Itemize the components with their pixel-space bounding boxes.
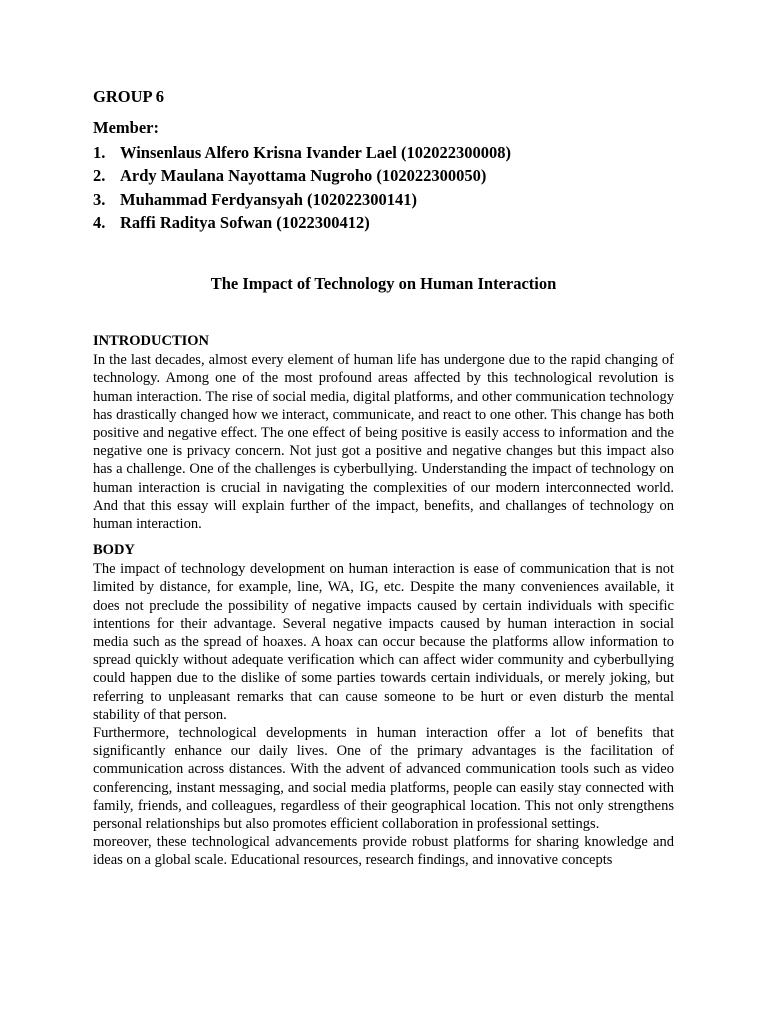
- introduction-heading: INTRODUCTION: [93, 333, 210, 350]
- member-item: [93, 211, 674, 234]
- member-name: Muhammad Ferdyansyah (102022300141): [120, 189, 418, 209]
- member-item: [93, 188, 674, 211]
- essay-title: The Impact of Technology on Human Interaction: [210, 274, 557, 294]
- member-item: [93, 164, 674, 187]
- body-paragraph: moreover, these technological advancements provide robust platforms for sharing knowledge and ideas on a global scale. Educational resources, research findings, and innovative concepts: [93, 834, 674, 869]
- document-page: [93, 86, 674, 870]
- member-list: [93, 141, 674, 234]
- introduction-paragraph: In the last decades, almost every element of human life has undergone due to the rapid changing of technology. Among one of the most profound areas affected by this technological revolution is human interaction. The rise of social media, digital platforms, and other communication technology has drastically changed how we interact, communicate, and react to one other. This change has both positive and negative effect. The one effect of being positive is easily access to information and the negative one is privacy concern. Not just got a positive and negative changes but this impact also has a challenge. One of the challenges is cyberbullying. Understanding the impact of technology on human interaction is crucial in navigating the complexities of our modern interconnected world. And that this essay will explain further of the impact, benefits, and challanges of technology on human interaction.: [93, 352, 674, 533]
- body-heading: BODY: [93, 542, 135, 559]
- member-number: 3.: [93, 189, 106, 209]
- member-name: Ardy Maulana Nayottama Nugroho (102022300050): [120, 166, 487, 186]
- member-number: 1.: [93, 143, 106, 162]
- member-number: 2.: [93, 166, 106, 186]
- member-label: Member:: [93, 118, 159, 137]
- member-item: [93, 141, 674, 164]
- member-number: 4.: [93, 212, 106, 232]
- body-paragraph: Furthermore, technological developments in human interaction offer a lot of benefits that significantly enhance our daily lives. One of the primary advantages is the facilitation of communication across distances. With the advent of advanced communication tools such as video conferencing, instant messaging, and social media platforms, people can easily stay connected with family, friends, and colleagues, regardless of their geographical location. This not only strengthens personal relationships but also promotes efficient collaboration in professional settings.: [93, 725, 674, 833]
- group-title: GROUP 6: [93, 87, 165, 106]
- member-name: Winsenlaus Alfero Krisna Ivander Lael (102022300008): [120, 143, 511, 162]
- body-paragraph: The impact of technology development on human interaction is ease of communication that is not limited by distance, for example, line, WA, IG, etc. Despite the many conveniences available, it does not preclude the possibility of negative impacts caused by certain individuals with specific intentions for their advantage. Several negative impacts caused by human interaction in social media such as the spread of hoaxes. A hoax can occur because the platforms allow information to spread quickly without adequate verification which can affect wider community and cyberbullying could happen due to the dislike of some parties towards certain individuals, or merely joking, but referring to unpleasant remarks that can cause someone to be hurt or even disturb the mental stability of that person.: [93, 561, 674, 723]
- member-name: Raffi Raditya Sofwan (1022300412): [120, 212, 370, 232]
